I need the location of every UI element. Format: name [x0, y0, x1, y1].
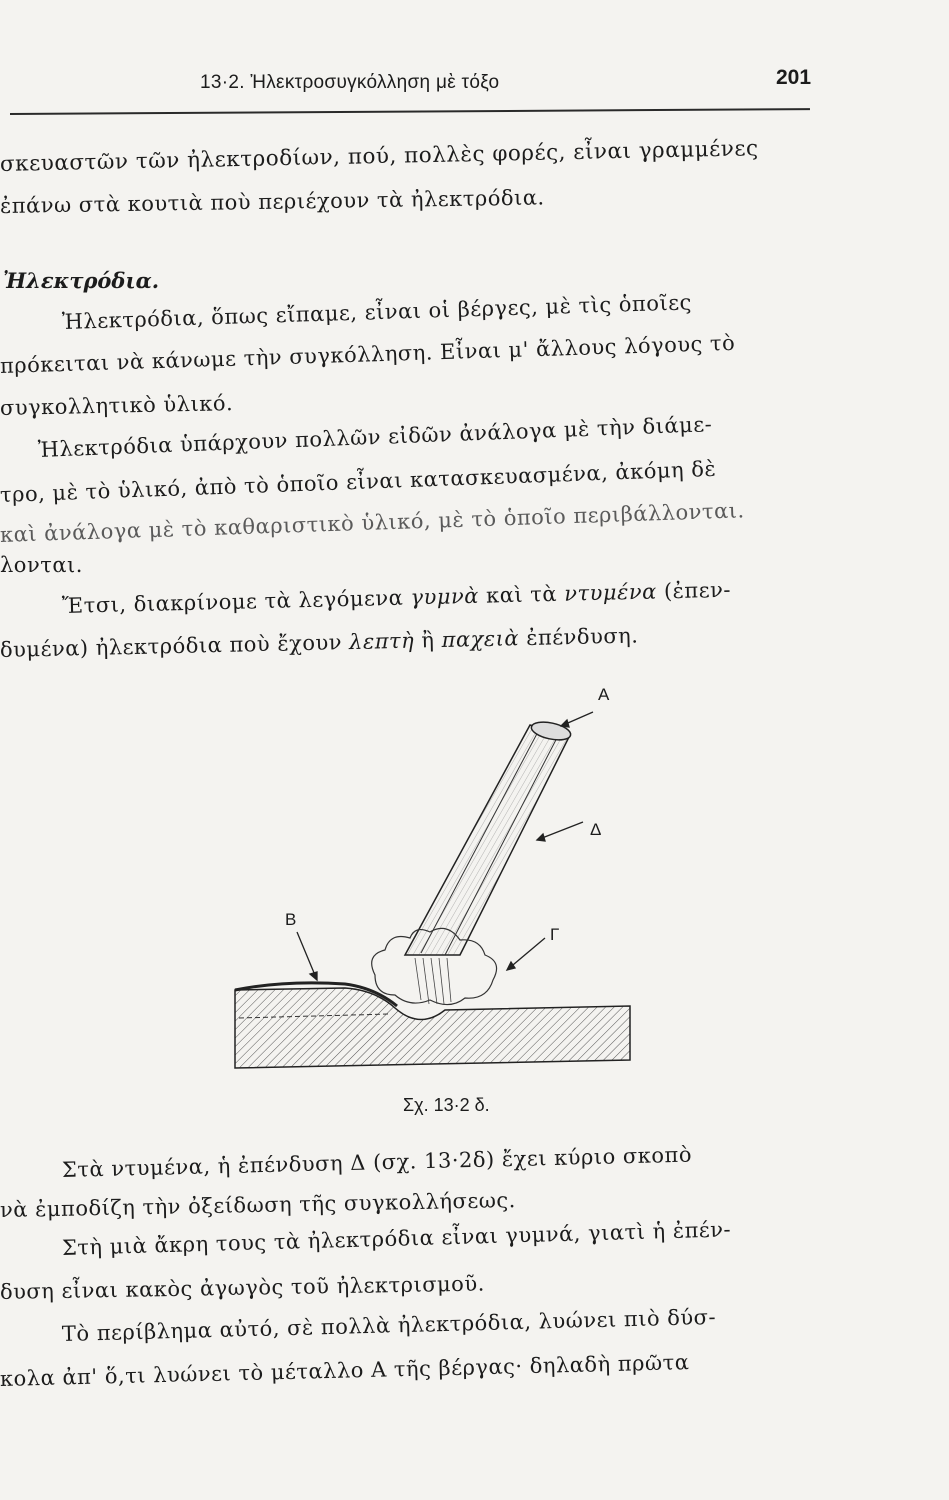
- italic-term: λεπτὴ: [348, 628, 415, 655]
- text-run: (ἐπεν-: [656, 577, 732, 604]
- text-line: Ἠλεκτρόδια, ὅπως εἴπαμε, εἶναι οἱ βέργες, μὲ τὶς ὁποῖες: [61, 290, 693, 334]
- text-line: τρο, μὲ τὸ ὑλικό, ἀπὸ τὸ ὁποῖο εἶναι κατασκευασμένα, ἀκόμη δὲ: [0, 456, 717, 507]
- label-gas: Γ: [550, 925, 560, 944]
- electrode-diagram: [225, 700, 655, 1090]
- label-bead: Β: [285, 910, 297, 929]
- running-header: 13·2. Ἠλεκτροσυγκόλληση μὲ τόξο: [200, 72, 500, 93]
- italic-term: γυμνὰ: [410, 583, 480, 610]
- text-line: νὰ ἐμποδίζη τὴν ὀξείδωση τῆς συγκολλήσεως.: [0, 1188, 516, 1222]
- section-heading: Ἠλεκτρόδια.: [3, 268, 160, 293]
- text-line: κολα ἀπ' ὅ,τι λυώνει τὸ μέταλλο Α τῆς βέργας· δηλαδὴ πρῶτα: [0, 1350, 690, 1391]
- electrode-rod: [405, 719, 572, 955]
- text-line: λονται.: [0, 553, 83, 577]
- text-line: Στὴ μιὰ ἄκρη τους τὰ ἠλεκτρόδια εἶναι γυμνά, γιατὶ ἡ ἐπέν-: [61, 1217, 732, 1260]
- text-line: Στὰ ντυμένα, ἡ ἐπένδυση Δ (σχ. 13·2δ) ἔχει κύριο σκοπὸ: [61, 1142, 693, 1182]
- label-bare-end: Α: [598, 685, 610, 704]
- text-line: [0, 624, 639, 662]
- text-run: ἐπένδυση.: [518, 623, 639, 651]
- text-run: ἢ: [413, 627, 442, 653]
- italic-term: ντυμένα: [563, 579, 658, 606]
- figure-caption: Σχ. 13·2 δ.: [403, 1095, 490, 1115]
- label-coating: Δ: [590, 820, 602, 839]
- arc-lines: [415, 958, 451, 1004]
- header-rule: [10, 108, 810, 115]
- text-run: καὶ τὰ: [478, 581, 565, 608]
- text-line: συγκολλητικὸ ὑλικό.: [0, 391, 234, 420]
- text-line: καὶ ἀνάλογα μὲ τὸ καθαριστικὸ ὑλικό, μὲ τὸ ὁποῖο περιβάλλονται.: [0, 498, 745, 547]
- text-line: δυση εἶναι κακὸς ἀγωγὸς τοῦ ἠλεκτρισμοῦ.: [0, 1271, 485, 1304]
- text-line: Τὸ περίβλημα αὐτό, σὲ πολλὰ ἠλεκτρόδια, λυώνει πιὸ δύσ-: [61, 1304, 717, 1346]
- text-run: δυμένα) ἠλεκτρόδια ποὺ ἔχουν: [0, 630, 350, 662]
- text-line: Ἠλεκτρόδια ὑπάρχουν πολλῶν εἰδῶν ἀνάλογα μὲ τὴν διάμε-: [37, 412, 713, 462]
- text-line: [62, 578, 731, 618]
- text-line: σκευαστῶν τῶν ἠλεκτροδίων, πού, πολλὲς φορές, εἶναι γραμμένες: [0, 136, 759, 177]
- italic-term: παχειὰ: [441, 626, 520, 652]
- page-number: 201: [776, 66, 812, 89]
- text-line: πρόκειται νὰ κάνωμε τὴν συγκόλληση. Εἶναι μ' ἄλλους λόγους τὸ: [0, 330, 736, 378]
- text-run: Ἔτσι, διακρίνομε τὰ λεγόμενα: [61, 585, 411, 618]
- base-metal: [235, 988, 630, 1068]
- text-line: ἐπάνω στὰ κουτιὰ ποὺ περιέχουν τὰ ἠλεκτρόδια.: [0, 185, 545, 218]
